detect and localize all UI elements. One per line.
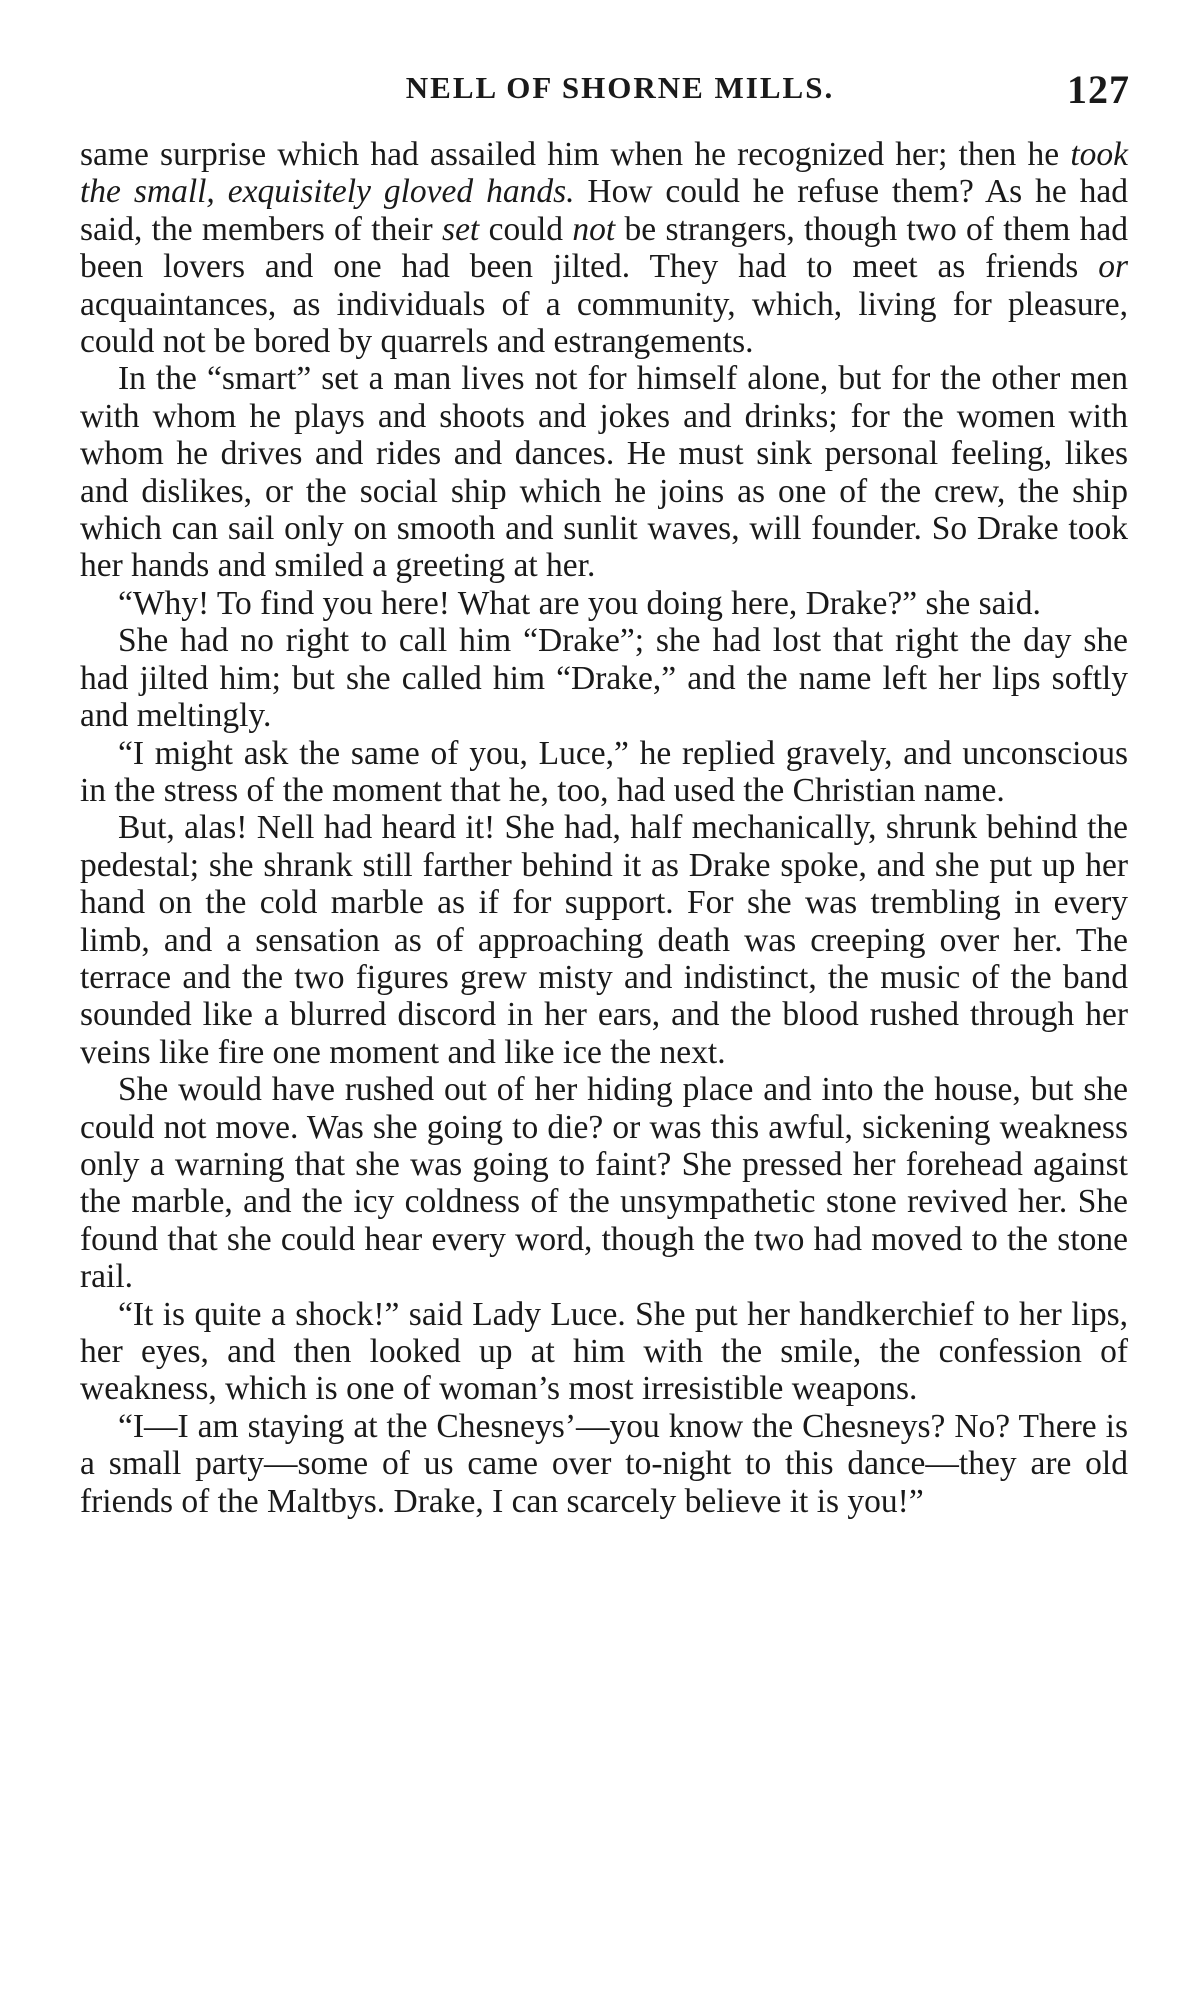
italic-text: took the small, exquisitely gloved hands. [80, 136, 1128, 211]
paragraph [80, 1071, 1128, 1295]
paragraph-text: could [479, 210, 573, 248]
paragraph [80, 360, 1128, 584]
paragraph [80, 735, 1128, 810]
paragraph-text: She would have rushed out of her hiding place and into the house, but she could not move. Was she going to die? or was this awful, sickening weakness only a warning that she was going to faint? She pressed her forehead against the marble, and the icy coldness of the unsympathetic stone revived her. She found that she could hear every word, though the two had moved to the stone rail. [80, 1071, 1128, 1296]
paragraph-text: acquaintances, as individuals of a community, which, living for pleasure, could not be bored by quarrels and estrangements. [80, 285, 1128, 361]
page-number: 127 [1067, 67, 1130, 112]
paragraph [80, 1296, 1128, 1408]
paragraph-text: But, alas! Nell had heard it! She had, half mechanically, shrunk behind the pedestal; she shrank still farther behind it as Drake spoke, and she put up her hand on the cold marble as if for support. For she was trembling in every limb, and a sensation as of approaching death was creeping over her. The terrace and the two figures grew misty and indistinct, the music of the band sounded like a blurred discord in her ears, and the blood rushed through her veins like fire one moment and like ice the next. [80, 809, 1128, 1071]
paragraph-text: In the “smart” set a man lives not for himself alone, but for the other men with whom he plays and shoots and jokes and drinks; for the women with whom he drives and rides and dances. He must sink personal feeling, likes and dislikes, or the social ship which he joins as one of the crew, the ship which can sail only on smooth and sunlit waves, will founder. So Drake took her hands and smiled a greeting at her. [80, 360, 1128, 585]
paragraph-text: “I—I am staying at the Chesneys’—you know the Chesneys? No? There is a small party—some of us came over to-night to this dance—they are old friends of the Maltbys. Drake, I can scarcely believe it is you!” [80, 1407, 1128, 1520]
paragraph-text: be strangers, though two of them had been lovers and one had been jilted. They had to meet as friends [80, 210, 1128, 286]
paragraph-text: same surprise which had assailed him when he recognized her; then he [80, 136, 1071, 173]
italic-text: or [1098, 248, 1128, 286]
paragraph-text: She had no right to call him “Drake”; she had lost that right the day she had jilted him; but she called him “Drake,” and the name left her lips softly and meltingly. [80, 622, 1128, 735]
page-header [80, 67, 1130, 120]
italic-text: not [572, 210, 616, 248]
paragraph-text: “I might ask the same of you, Luce,” he replied gravely, and unconscious in the stress of the moment that he, too, had used the Christian name. [80, 734, 1128, 809]
paragraph [80, 136, 1128, 360]
paragraph-text: “It is quite a shock!” said Lady Luce. She put her handkerchief to her lips, her eyes, and then looked up at him with the smile, the confession of weakness, which is one of woman’s most irresistible weapons. [80, 1295, 1128, 1408]
running-title: NELL OF SHORNE MILLS. [405, 70, 835, 105]
paragraph-text: “Why! To find you here! What are you doing here, Drake?” she said. [118, 584, 1041, 622]
paragraph [80, 809, 1128, 1071]
italic-text: set [442, 210, 480, 248]
body-text [80, 136, 1128, 1520]
paragraph [80, 622, 1128, 734]
paragraph [80, 585, 1128, 622]
paragraph [80, 1408, 1128, 1520]
paragraph-text: How could he refuse them? As he had said, the members of their [80, 173, 1128, 248]
